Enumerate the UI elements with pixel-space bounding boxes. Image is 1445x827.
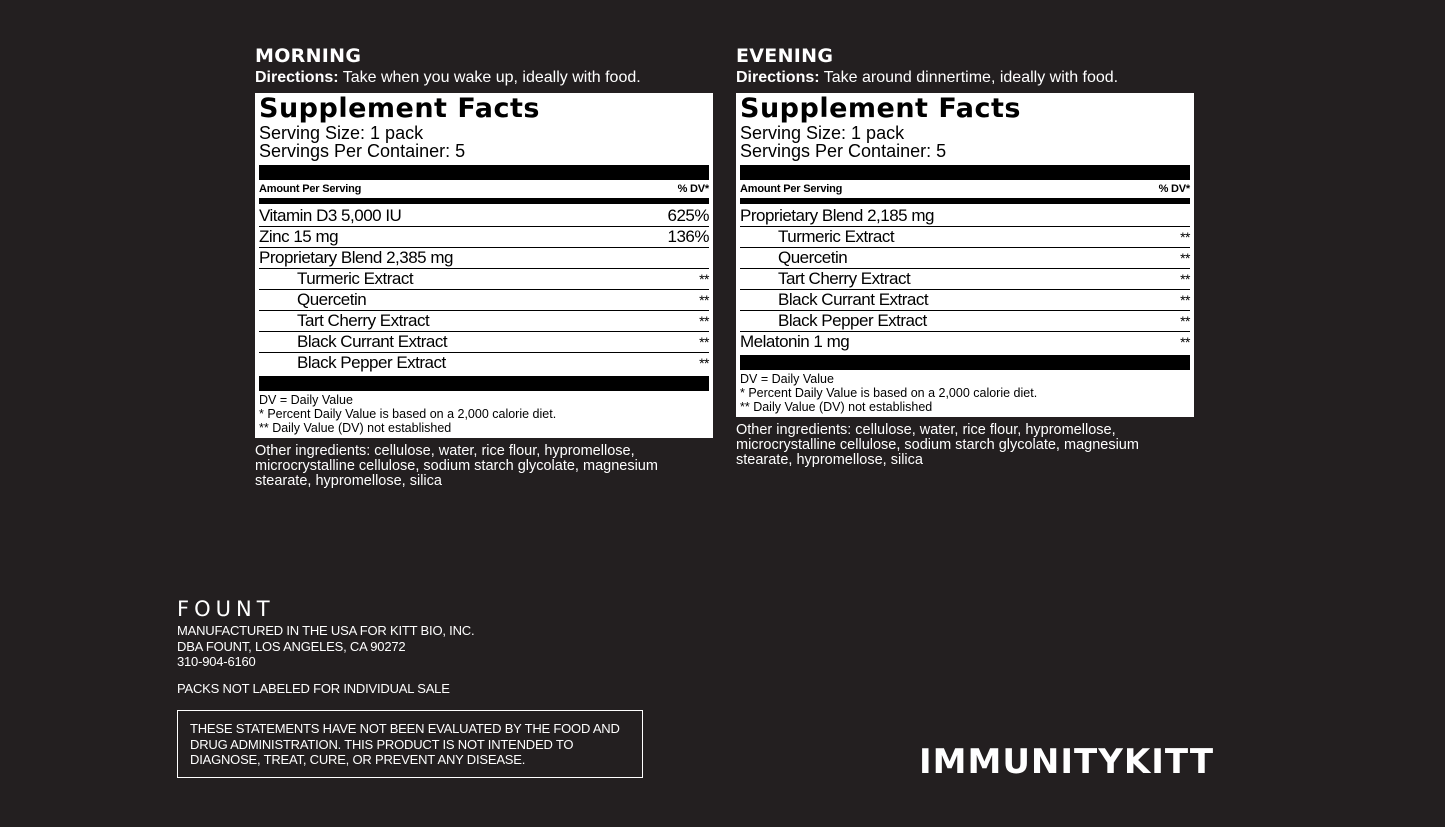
nutrient-dv: ** (1180, 313, 1190, 329)
nutrient-row (259, 353, 709, 373)
evening-serving-size: Serving Size: 1 pack (740, 123, 905, 143)
disclaimer-line: DRUG ADMINISTRATION. THIS PRODUCT IS NOT INTENDED TO (190, 736, 574, 752)
disclaimer-line: THESE STATEMENTS HAVE NOT BEEN EVALUATED BY THE FOOD AND (190, 721, 620, 736)
nutrient-row (740, 332, 1190, 352)
morning-divider-bar-mid (259, 198, 709, 204)
nutrient-row (740, 311, 1190, 332)
nutrient-row (259, 248, 709, 269)
nutrient-row (259, 227, 709, 248)
morning-footnotes (259, 391, 709, 435)
morning-supplement-facts (255, 93, 713, 438)
nutrient-name: Tart Cherry Extract (778, 269, 911, 288)
nutrient-name: Black Currant Extract (297, 332, 448, 351)
footnote: DV = Daily Value (259, 393, 353, 407)
nutrient-dv: 136% (667, 227, 709, 246)
evening-amount-header (740, 180, 1190, 198)
nutrient-dv: ** (1180, 334, 1190, 350)
nutrient-name: Black Currant Extract (778, 290, 929, 309)
nutrient-name: Proprietary Blend 2,185 mg (740, 206, 934, 225)
evening-divider-bar (740, 165, 1190, 180)
nutrient-name: Melatonin 1 mg (740, 332, 850, 351)
nutrient-dv: ** (699, 355, 709, 371)
fda-disclaimer-box (177, 710, 643, 778)
nutrient-name: Black Pepper Extract (778, 311, 927, 330)
nutrient-dv: ** (1180, 250, 1190, 266)
nutrient-dv: ** (699, 292, 709, 308)
footnote: * Percent Daily Value is based on a 2,000 calorie diet. (740, 386, 1038, 400)
morning-divider-bar (259, 165, 709, 180)
evening-facts-title: Supplement Facts (740, 93, 1021, 124)
evening-amount-label: Amount Per Serving (740, 183, 843, 195)
evening-footnotes (740, 370, 1190, 414)
footnote: ** Daily Value (DV) not established (259, 421, 452, 435)
nutrient-name: Turmeric Extract (297, 269, 414, 288)
nutrient-row (259, 206, 709, 227)
nutrient-dv: ** (1180, 292, 1190, 308)
nutrient-row (740, 248, 1190, 269)
evening-servings-per-container: Servings Per Container: 5 (740, 141, 947, 161)
nutrient-dv: ** (1180, 271, 1190, 287)
nutrient-name: Zinc 15 mg (259, 227, 339, 246)
nutrient-name: Proprietary Blend 2,385 mg (259, 248, 453, 267)
manufacturer-phone: 310-904-6160 (177, 654, 256, 669)
evening-directions-label: Directions: (736, 69, 820, 86)
evening-panel (736, 46, 1194, 468)
nutrient-name: Black Pepper Extract (297, 353, 446, 372)
morning-title: MORNING (255, 45, 362, 67)
nutrient-dv: ** (699, 271, 709, 287)
nutrient-row (740, 227, 1190, 248)
nutrient-name: Turmeric Extract (778, 227, 895, 246)
nutrient-row (740, 269, 1190, 290)
brand-wordmark: IMMUNITYKITT (919, 742, 1215, 782)
morning-other-ingredients: Other ingredients: cellulose, water, rice flour, hypromellose, microcrystalline cellulose, sodium starch glycolate, magnesium stearate, hypromellose, silica (255, 443, 658, 489)
nutrient-name: Tart Cherry Extract (297, 311, 430, 330)
manufacturer-line: DBA FOUNT, LOS ANGELES, CA 90272 (177, 638, 406, 654)
footnote: * Percent Daily Value is based on a 2,000 calorie diet. (259, 407, 557, 421)
morning-amount-header (259, 180, 709, 198)
evening-directions-text: Take around dinnertime, ideally with food. (823, 69, 1119, 86)
packs-notice: PACKS NOT LABELED FOR INDIVIDUAL SALE (177, 681, 450, 696)
nutrient-row (259, 311, 709, 332)
nutrient-row (259, 269, 709, 290)
nutrient-name: Quercetin (297, 290, 367, 309)
morning-directions (255, 68, 713, 88)
nutrient-dv: ** (1180, 229, 1190, 245)
manufacturer-line: MANUFACTURED IN THE USA FOR KITT BIO, INC. (177, 623, 475, 638)
footnote: DV = Daily Value (740, 372, 834, 386)
morning-servings-per-container: Servings Per Container: 5 (259, 141, 466, 161)
morning-amount-label: Amount Per Serving (259, 183, 362, 195)
nutrient-row (259, 290, 709, 311)
fount-logo: FOUNT (177, 597, 275, 621)
evening-directions (736, 68, 1194, 88)
disclaimer-line: DIAGNOSE, TREAT, CURE, OR PREVENT ANY DISEASE. (190, 752, 526, 767)
manufacturer-info (177, 623, 474, 670)
morning-facts-title: Supplement Facts (259, 93, 540, 124)
morning-directions-text: Take when you wake up, ideally with food. (342, 69, 641, 86)
morning-dv-label: % DV* (677, 183, 709, 195)
evening-supplement-facts (736, 93, 1194, 417)
morning-panel (255, 46, 713, 489)
nutrient-dv: ** (699, 334, 709, 350)
evening-divider-bar-bottom (740, 355, 1190, 370)
nutrient-row (740, 290, 1190, 311)
nutrient-dv: ** (699, 313, 709, 329)
nutrient-name: Quercetin (778, 248, 848, 267)
morning-divider-bar-bottom (259, 376, 709, 391)
nutrient-row (740, 206, 1190, 227)
nutrient-name: Vitamin D3 5,000 IU (259, 206, 402, 225)
evening-other-ingredients: Other ingredients: cellulose, water, rice flour, hypromellose, microcrystalline cellulose, sodium starch glycolate, magnesium stearate, hypromellose, silica (736, 422, 1139, 468)
nutrient-row (259, 332, 709, 353)
evening-title: EVENING (736, 45, 834, 67)
footnote: ** Daily Value (DV) not established (740, 400, 933, 414)
morning-directions-label: Directions: (255, 69, 339, 86)
evening-dv-label: % DV* (1158, 183, 1190, 195)
nutrient-dv: 625% (667, 206, 709, 225)
morning-serving-size: Serving Size: 1 pack (259, 123, 424, 143)
evening-divider-bar-mid (740, 198, 1190, 204)
